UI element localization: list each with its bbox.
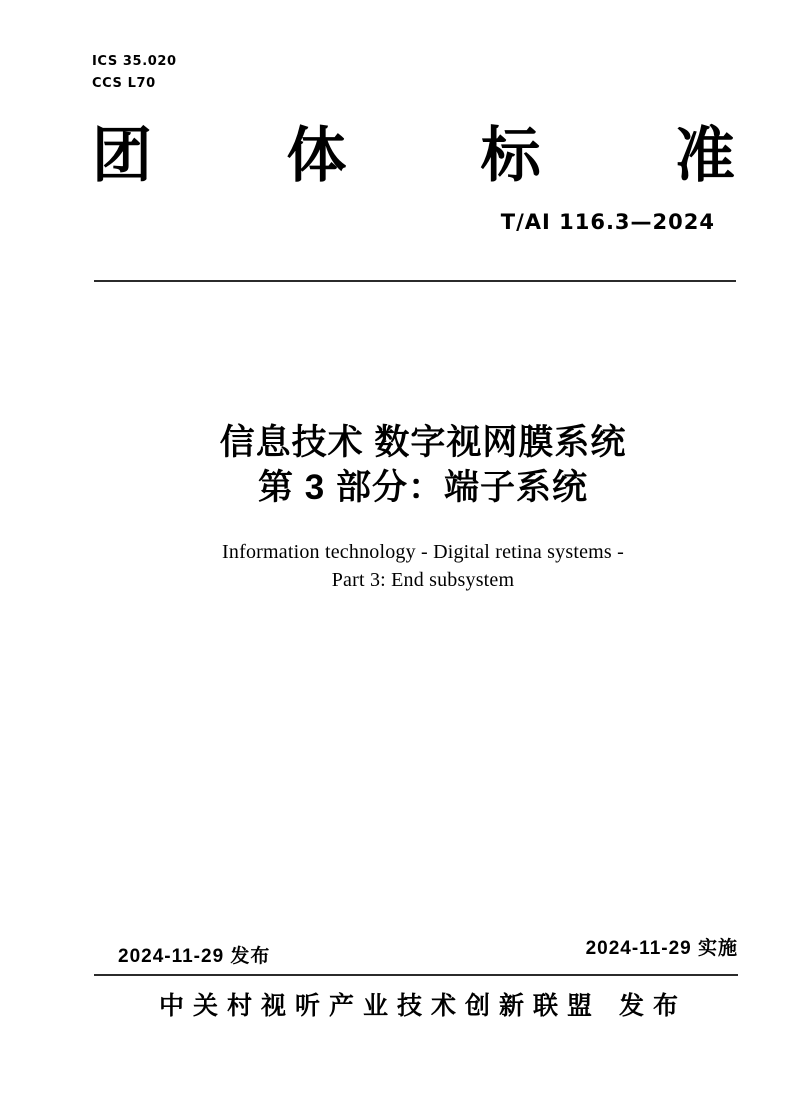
doc-type-char: 体 — [286, 122, 347, 189]
publisher-name: 中关村视听产业技术创新联盟 — [158, 992, 601, 1020]
doc-type-char: 团 — [92, 122, 152, 189]
subtitle-english — [56, 538, 790, 594]
main-title-line1: 信息技术 数字视网膜系统 — [219, 423, 627, 462]
ics-code: ICS 35.020 — [92, 54, 177, 69]
issue-date: 2024-11-29 发布 — [118, 946, 271, 967]
publisher-line — [56, 986, 790, 1022]
classification-codes — [92, 51, 177, 95]
main-title-chinese — [56, 420, 790, 510]
document-type-title — [92, 122, 735, 189]
main-title-line2: 第 3 部分：端子系统 — [258, 468, 588, 507]
bottom-divider — [94, 974, 738, 976]
ccs-code: CCS L70 — [92, 76, 156, 91]
subtitle-line1: Information technology - Digital retina systems - — [222, 541, 624, 563]
publish-label: 发布 — [619, 992, 688, 1020]
subtitle-line2: Part 3: End subsystem — [331, 569, 515, 591]
doc-type-char: 标 — [480, 122, 541, 189]
standard-number: T/AI 116.3—2024 — [500, 210, 715, 234]
implementation-date: 2024-11-29 实施 — [585, 938, 738, 959]
doc-type-char: 准 — [674, 122, 735, 189]
top-divider — [94, 280, 736, 282]
